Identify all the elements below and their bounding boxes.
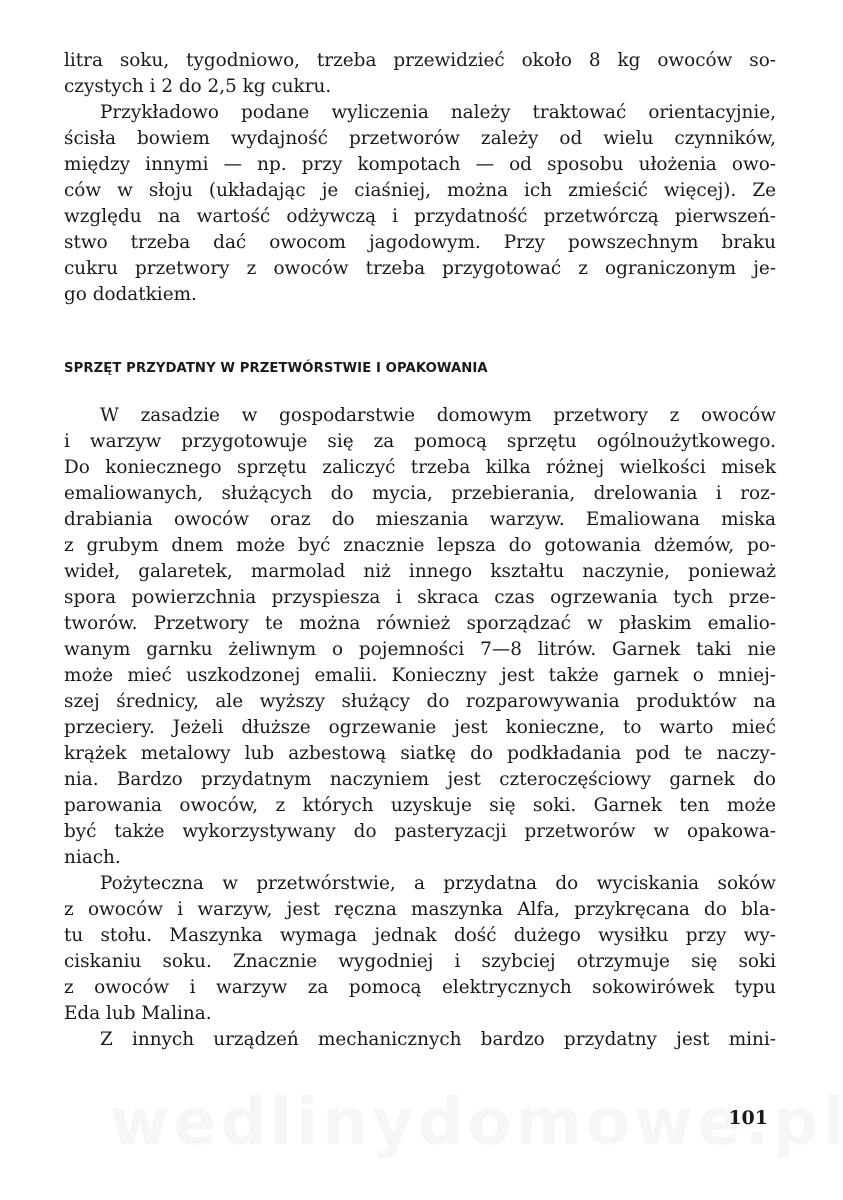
paragraph-3 (64, 403, 776, 871)
text-line: czystych i 2 do 2,5 kg cukru. (64, 76, 332, 97)
text-line: z owoców i warzyw za pomocą elektrycznych sokowirówek typu (64, 977, 776, 998)
page-number: 101 (728, 1107, 768, 1129)
page-text-top (64, 48, 776, 308)
section-heading: SPRZĘT PRZYDATNY W PRZETWÓRSTWIE I OPAKOWANIA (64, 361, 488, 376)
text-line: Z innych urządzeń mechanicznych bardzo przydatny jest mini- (100, 1029, 776, 1050)
text-line: go dodatkiem. (64, 284, 197, 305)
text-line: przeciery. Jeżeli dłuższe ogrzewanie jest konieczne, to warto mieć (64, 717, 776, 738)
text-line: spora powierzchnia przyspiesza i skraca czas ogrzewania tych prze- (64, 587, 776, 608)
text-line: z owoców i warzyw, jest ręczna maszynka Alfa, przykręcana do bla- (64, 899, 776, 920)
text-line: i warzyw przygotowuje się za pomocą sprzętu ogólnoużytkowego. (64, 431, 776, 452)
paragraph-2 (64, 100, 776, 308)
text-line: tu stołu. Maszynka wymaga jednak dość dużego wysiłku przy wy- (64, 925, 776, 946)
page-text-bottom (64, 403, 776, 1053)
text-line: być także wykorzystywany do pasteryzacji przetworów w opakowa- (64, 821, 776, 842)
text-line: stwo trzeba dać owocom jagodowym. Przy powszechnym braku (64, 232, 776, 253)
paragraph-4 (64, 871, 776, 1027)
text-line: W zasadzie w gospodarstwie domowym przetwory z owoców (100, 405, 776, 426)
text-line: wideł, galaretek, marmolad niż innego kształtu naczynie, ponieważ (64, 561, 776, 582)
text-line: tworów. Przetwory te można również sporządzać w płaskim emalio- (64, 613, 776, 634)
text-line: litra soku, tygodniowo, trzeba przewidzieć około 8 kg owoców so- (64, 50, 776, 71)
text-line: między innymi — np. przy kompotach — od sposobu ułożenia owo- (64, 154, 776, 175)
text-line: wanym garnku żeliwnym o pojemności 7—8 litrów. Garnek taki nie (64, 639, 776, 660)
text-line: parowania owoców, z których uzyskuje się soki. Garnek ten może (64, 795, 776, 816)
text-line: ców w słoju (układając je ciaśniej, można ich zmieścić więcej). Ze (64, 180, 776, 201)
text-line: Eda lub Malina. (64, 1003, 212, 1024)
text-line: nia. Bardzo przydatnym naczyniem jest czteroczęściowy garnek do (64, 769, 776, 790)
text-line: drabiania owoców oraz do mieszania warzyw. Emaliowana miska (64, 509, 776, 530)
text-line: ciskaniu soku. Znacznie wygodniej i szybciej otrzymuje się soki (64, 951, 776, 972)
text-line: względu na wartość odżywczą i przydatność przetwórczą pierwszeń- (64, 206, 776, 227)
text-line: emaliowanych, służących do mycia, przebierania, drelowania i roz- (64, 483, 776, 504)
text-line: Przykładowo podane wyliczenia należy traktować orientacyjnie, (100, 102, 776, 123)
text-line: cukru przetwory z owoców trzeba przygotować z ograniczonym je- (64, 258, 776, 279)
text-line: niach. (64, 847, 121, 868)
text-line: Pożyteczna w przetwórstwie, a przydatna do wyciskania soków (100, 873, 776, 894)
text-line: z grubym dnem może być znacznie lepsza do gotowania dżemów, po- (64, 535, 776, 556)
text-line: może mieć uszkodzonej emalii. Konieczny jest także garnek o mniej- (64, 665, 776, 686)
text-line: krążek metalowy lub azbestową siatkę do podkładania pod te naczy- (64, 743, 776, 764)
paragraph-5 (64, 1027, 776, 1053)
text-line: Do koniecznego sprzętu zaliczyć trzeba kilka różnej wielkości misek (64, 457, 776, 478)
text-line: ścisła bowiem wydajność przetworów zależy od wielu czynników, (64, 128, 776, 149)
paragraph-1 (64, 48, 776, 100)
text-line: szej średnicy, ale wyższy służący do rozparowywania produktów na (64, 691, 776, 712)
